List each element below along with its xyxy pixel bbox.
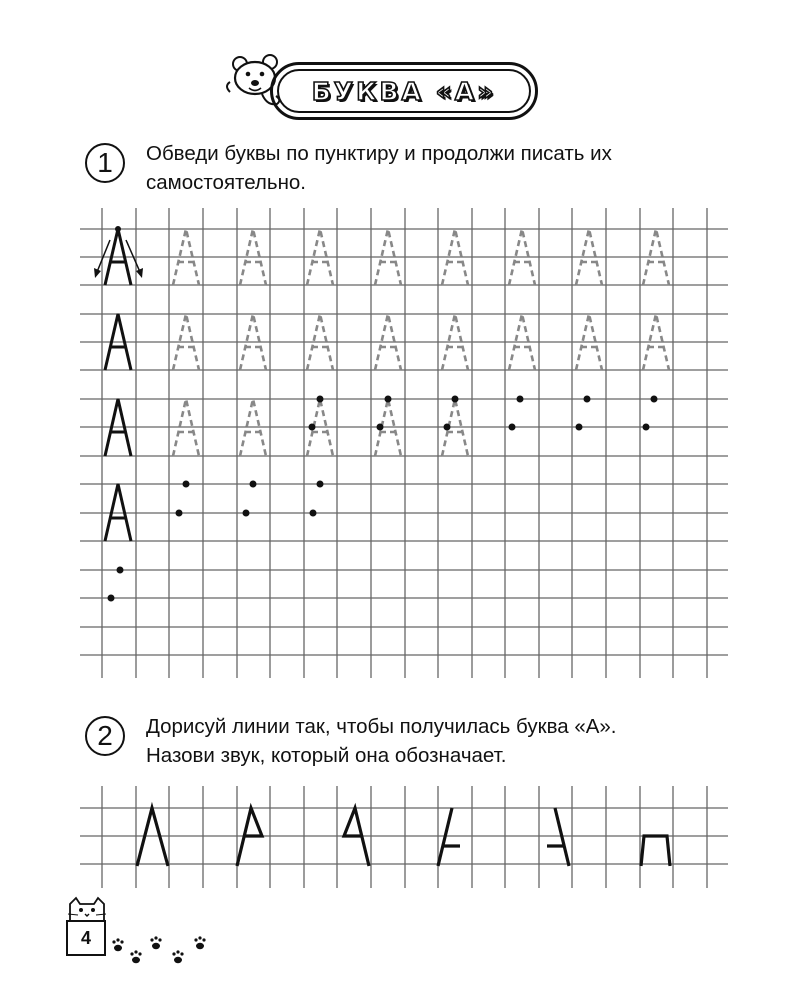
task2-number: 2: [97, 720, 113, 751]
partial-letter-5: [547, 808, 569, 866]
page-number-box: [66, 920, 106, 956]
partial-letter-4: [438, 808, 460, 866]
task1-text-line2: самостоятельно.: [146, 171, 306, 194]
task2-text-line1: Дорисуй линии так, чтобы получилась буква «А».: [146, 715, 617, 738]
page-title: БУКВА «А»: [311, 76, 497, 106]
partial-letter-6: [641, 836, 670, 866]
partial-letter-2: [237, 808, 262, 866]
partial-letter-3: [344, 808, 369, 866]
partial-letter-1: [137, 808, 168, 866]
page-number: 4: [80, 927, 91, 948]
task2-text-line2: Назови звук, который она обозначает.: [146, 744, 507, 767]
task1-number: 1: [97, 147, 113, 178]
paw-prints-decoration: [108, 930, 218, 970]
task1-text-line1: Обведи буквы по пунктиру и продолжи писать их: [146, 142, 612, 165]
partial-letters: [137, 808, 670, 866]
